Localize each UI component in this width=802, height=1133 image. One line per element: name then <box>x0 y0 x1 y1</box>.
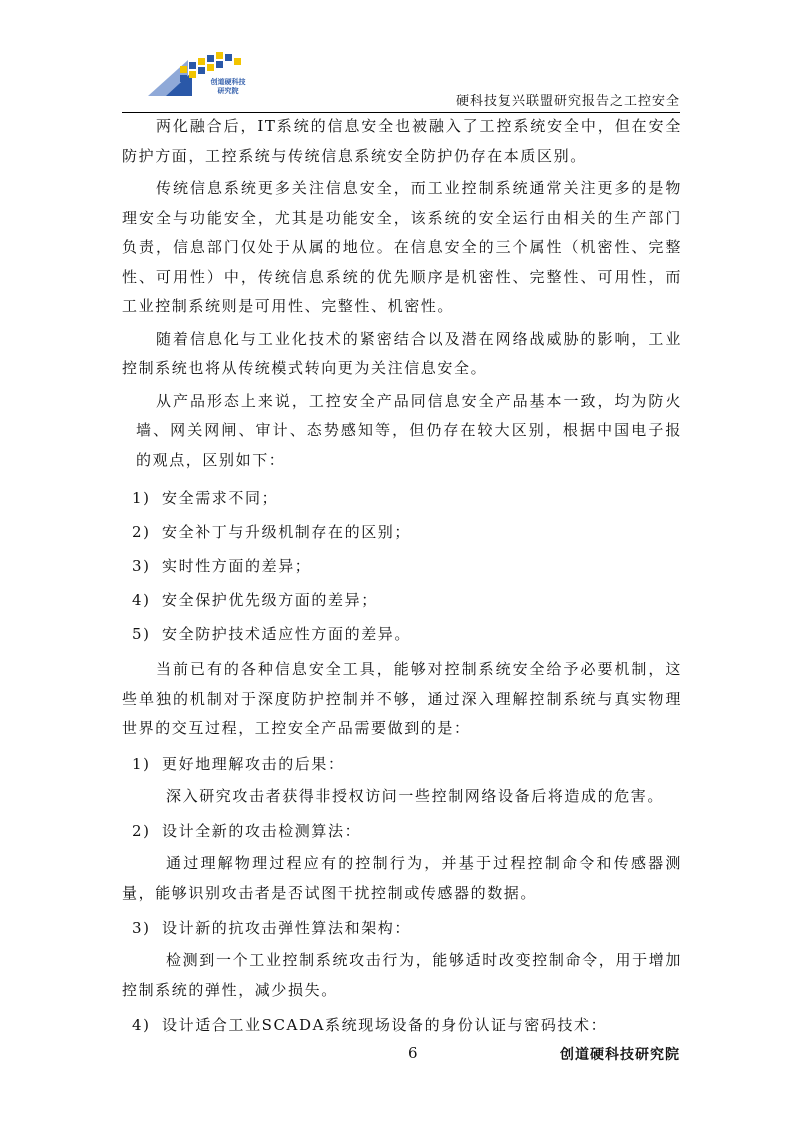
requirement-number: 2) <box>132 822 151 840</box>
paragraph-1: 两化融合后，IT系统的信息安全也被融入了工控系统安全中，但在安全防护方面，工控系统与传统信息系统安全防护仍存在本质区别。 <box>122 117 682 165</box>
list-item <box>122 481 682 515</box>
list-item <box>122 583 682 617</box>
paragraph-2: 传统信息系统更多关注信息安全，而工业控制系统通常关注更多的是物理安全与功能安全，尤其是功能安全，该系统的安全运行由相关的生产部门负责，信息部门仅处于从属的地位。在信息安全的三个属性（机密性、完整性、可用性）中，传统信息系统的优先顺序是机密性、完整性、可用性，而工业控制系统则是可用性、完整性、机密性。 <box>122 179 682 315</box>
page-number: 6 <box>408 1044 418 1062</box>
document-body <box>122 112 682 1043</box>
list-item-number: 4) <box>132 591 151 609</box>
paragraph-4: 从产品形态上来说，工控安全产品同信息安全产品基本一致，均为防火墙、网关网闸、审计、态势感知等，但仍存在较大区别，根据中国电子报的观点，区别如下： <box>136 391 682 469</box>
list-item-text: 实时性方面的差异； <box>162 557 312 575</box>
header-title: 硬科技复兴联盟研究报告之工控安全 <box>455 94 680 109</box>
requirement-title: 更好地理解攻击的后果： <box>162 754 345 773</box>
requirement-detail: 检测到一个工业控制系统攻击行为，能够适时改变控制命令，用于增加控制系统的弹性，减少损失。 <box>122 951 682 999</box>
requirement-item <box>122 746 682 782</box>
requirement-title: 设计适合工业SCADA系统现场设备的身份认证与密码技术： <box>162 1016 608 1034</box>
list-item-number: 3) <box>132 557 151 575</box>
list-item-number: 1) <box>132 489 151 507</box>
requirement-number: 4) <box>132 1016 151 1034</box>
paragraph-3: 随着信息化与工业化技术的紧密结合以及潜在网络战威胁的影响，工业控制系统也将从传统模式转向更为关注信息安全。 <box>122 329 682 377</box>
requirement-title: 设计全新的攻击检测算法： <box>162 822 362 840</box>
requirement-item <box>122 910 682 946</box>
requirement-detail: 通过理解物理过程应有的控制行为，并基于过程控制命令和传感器测量，能够识别攻击者是否试图干扰控制或传感器的数据。 <box>122 854 682 902</box>
requirement-item <box>122 1007 682 1043</box>
requirement-detail: 深入研究攻击者获得非授权访问一些控制网络设备后将造成的危害。 <box>166 786 665 805</box>
logo-text <box>198 78 258 96</box>
list-item <box>122 617 682 651</box>
list-item-text: 安全防护技术适应性方面的差异。 <box>162 625 412 643</box>
list-item-text: 安全补丁与升级机制存在的区别； <box>162 523 412 541</box>
requirement-item <box>122 813 682 849</box>
logo-text-line2: 研究院 <box>217 87 239 95</box>
requirement-number: 1) <box>132 754 151 773</box>
paragraph-5: 当前已有的各种信息安全工具，能够对控制系统安全给予必要机制，这些单独的机制对于深度防护控制并不够，通过深入理解控制系统与真实物理世界的交互过程，工控安全产品需要做到的是： <box>122 660 682 737</box>
list-item <box>122 515 682 549</box>
list-item-text: 安全保护优先级方面的差异； <box>162 591 378 609</box>
list-item-number: 2) <box>132 523 151 541</box>
footer-organization: 创道硬科技研究院 <box>560 1047 680 1063</box>
list-item-text: 安全需求不同； <box>162 489 279 507</box>
list-item-number: 5) <box>132 625 151 643</box>
differences-list <box>122 481 682 651</box>
requirement-number: 3) <box>132 919 151 937</box>
requirement-title: 设计新的抗攻击弹性算法和架构： <box>162 919 412 937</box>
list-item <box>122 549 682 583</box>
logo-text-line1: 创道硬科技 <box>210 78 246 86</box>
